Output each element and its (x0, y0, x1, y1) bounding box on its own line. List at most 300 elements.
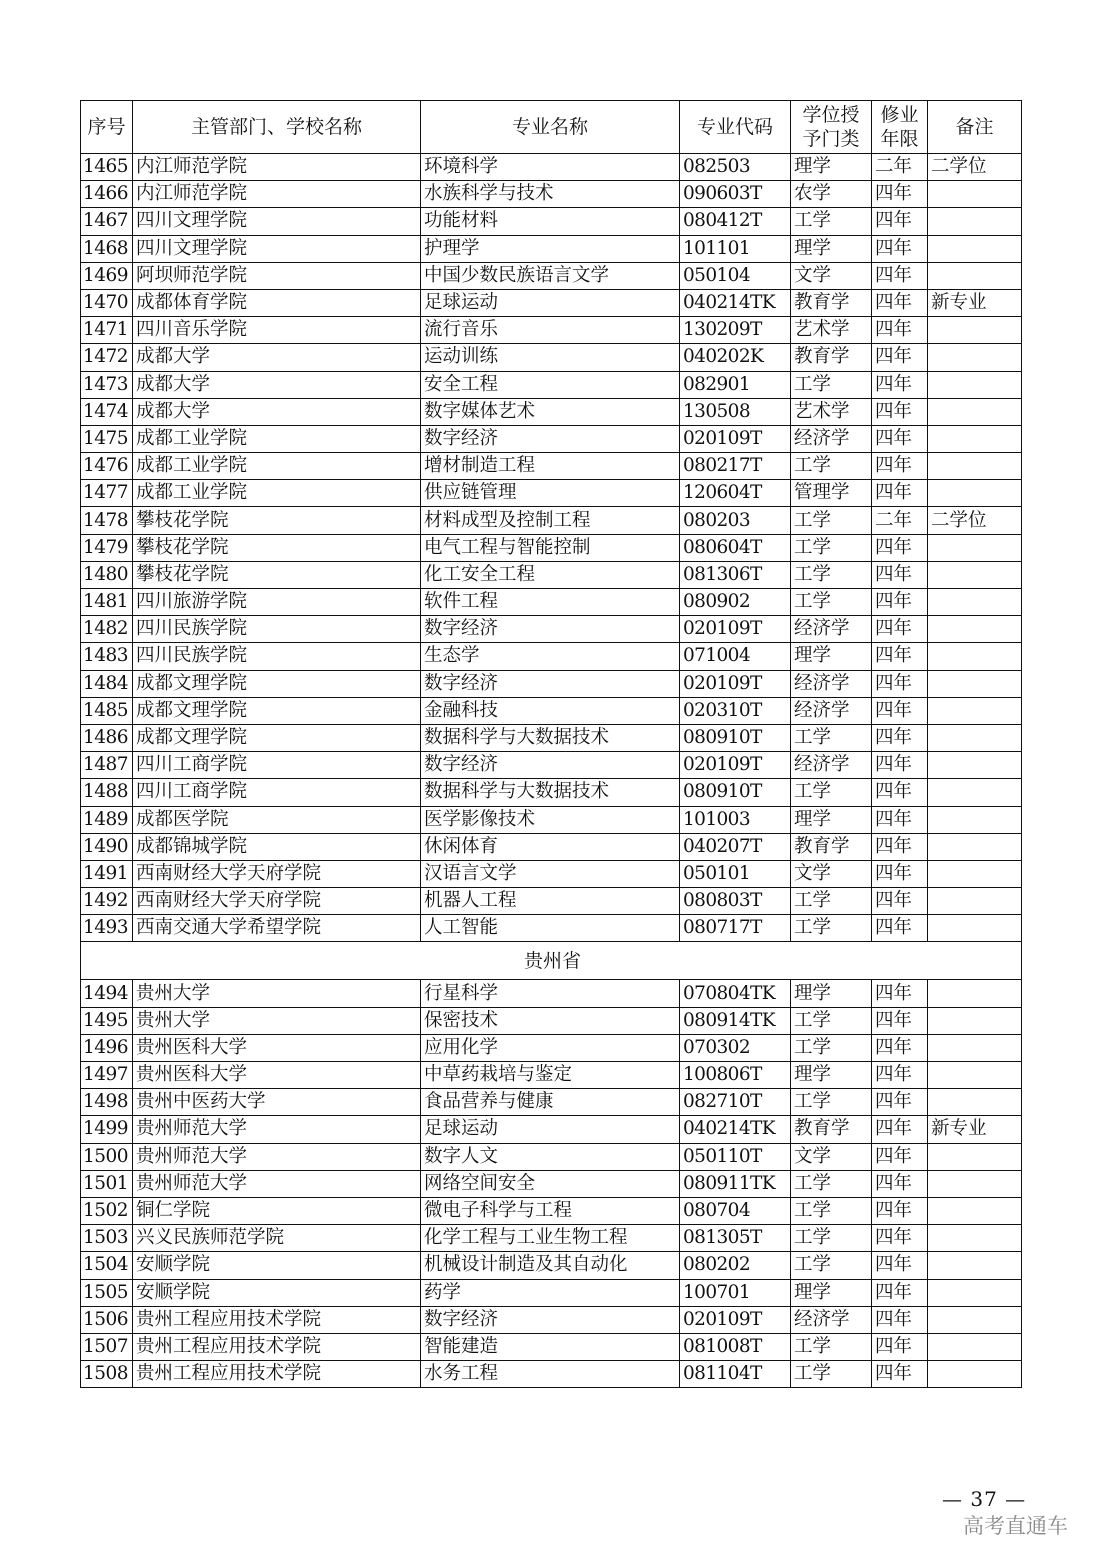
table-row (81, 1361, 1022, 1388)
cell-code: 082901 (680, 371, 791, 398)
cell-major: 运动训练 (421, 344, 680, 371)
cell-code: 070302 (680, 1034, 791, 1061)
cell-major: 生态学 (421, 643, 680, 670)
cell-degree: 工学 (791, 1007, 872, 1034)
cell-school: 成都工业学院 (133, 425, 421, 452)
cell-degree: 教育学 (791, 833, 872, 860)
cell-major: 智能建造 (421, 1333, 680, 1360)
cell-years: 四年 (872, 480, 928, 507)
cell-years: 二年 (872, 154, 928, 181)
table-row (81, 888, 1022, 915)
table-row (81, 860, 1022, 887)
cell-major: 应用化学 (421, 1034, 680, 1061)
cell-code: 101003 (680, 806, 791, 833)
cell-code: 040207T (680, 833, 791, 860)
cell-years: 四年 (872, 561, 928, 588)
cell-school: 西南交通大学希望学院 (133, 915, 421, 942)
cell-notes (928, 1306, 1022, 1333)
table-row (81, 1062, 1022, 1089)
table-row (81, 181, 1022, 208)
cell-school: 四川工商学院 (133, 779, 421, 806)
cell-years: 四年 (872, 1279, 928, 1306)
cell-major: 增材制造工程 (421, 453, 680, 480)
cell-school: 贵州医科大学 (133, 1062, 421, 1089)
cell-notes (928, 1361, 1022, 1388)
cell-notes: 新专业 (928, 1116, 1022, 1143)
cell-degree: 理学 (791, 1279, 872, 1306)
cell-years: 四年 (872, 833, 928, 860)
cell-index: 1492 (81, 888, 133, 915)
cell-years: 四年 (872, 643, 928, 670)
cell-notes (928, 980, 1022, 1007)
cell-code: 100701 (680, 1279, 791, 1306)
cell-degree: 理学 (791, 235, 872, 262)
cell-major: 材料成型及控制工程 (421, 507, 680, 534)
cell-notes: 新专业 (928, 289, 1022, 316)
table-row (81, 534, 1022, 561)
cell-code: 020109T (680, 670, 791, 697)
cell-school: 内江师范学院 (133, 154, 421, 181)
cell-code: 050110T (680, 1143, 791, 1170)
cell-notes (928, 1170, 1022, 1197)
cell-degree: 经济学 (791, 616, 872, 643)
cell-school: 贵州工程应用技术学院 (133, 1306, 421, 1333)
cell-notes (928, 480, 1022, 507)
table-row (81, 208, 1022, 235)
cell-school: 成都大学 (133, 344, 421, 371)
cell-index: 1469 (81, 262, 133, 289)
table-row (81, 507, 1022, 534)
cell-school: 攀枝花学院 (133, 561, 421, 588)
table-row (81, 806, 1022, 833)
cell-school: 攀枝花学院 (133, 534, 421, 561)
cell-major: 休闲体育 (421, 833, 680, 860)
cell-years: 四年 (872, 616, 928, 643)
cell-years: 四年 (872, 1116, 928, 1143)
cell-school: 西南财经大学天府学院 (133, 888, 421, 915)
cell-index: 1476 (81, 453, 133, 480)
cell-years: 四年 (872, 371, 928, 398)
cell-index: 1506 (81, 1306, 133, 1333)
cell-code: 070804TK (680, 980, 791, 1007)
cell-index: 1500 (81, 1143, 133, 1170)
cell-index: 1493 (81, 915, 133, 942)
cell-school: 成都锦城学院 (133, 833, 421, 860)
cell-major: 功能材料 (421, 208, 680, 235)
cell-notes (928, 1034, 1022, 1061)
majors-table (80, 100, 1022, 1388)
cell-degree: 经济学 (791, 425, 872, 452)
cell-years: 四年 (872, 724, 928, 751)
cell-index: 1482 (81, 616, 133, 643)
cell-code: 081104T (680, 1361, 791, 1388)
cell-code: 130508 (680, 398, 791, 425)
table-row (81, 1143, 1022, 1170)
cell-years: 四年 (872, 289, 928, 316)
cell-degree: 理学 (791, 980, 872, 1007)
cell-school: 内江师范学院 (133, 181, 421, 208)
table-row (81, 1007, 1022, 1034)
cell-school: 铜仁学院 (133, 1197, 421, 1224)
cell-years: 四年 (872, 1170, 928, 1197)
cell-major: 数据科学与大数据技术 (421, 779, 680, 806)
cell-degree: 文学 (791, 1143, 872, 1170)
cell-degree: 工学 (791, 561, 872, 588)
cell-index: 1470 (81, 289, 133, 316)
cell-notes (928, 1143, 1022, 1170)
table-row (81, 1170, 1022, 1197)
cell-years: 二年 (872, 507, 928, 534)
cell-major: 数字媒体艺术 (421, 398, 680, 425)
cell-major: 数字经济 (421, 616, 680, 643)
cell-notes (928, 534, 1022, 561)
cell-index: 1474 (81, 398, 133, 425)
cell-school: 四川音乐学院 (133, 317, 421, 344)
cell-degree: 经济学 (791, 1306, 872, 1333)
cell-index: 1497 (81, 1062, 133, 1089)
header-major: 专业名称 (421, 101, 680, 154)
cell-index: 1466 (81, 181, 133, 208)
cell-school: 西南财经大学天府学院 (133, 860, 421, 887)
cell-index: 1484 (81, 670, 133, 697)
cell-degree: 农学 (791, 181, 872, 208)
cell-index: 1478 (81, 507, 133, 534)
cell-degree: 工学 (791, 589, 872, 616)
cell-major: 化工安全工程 (421, 561, 680, 588)
cell-degree: 工学 (791, 507, 872, 534)
header-degree-line2: 予门类 (802, 128, 860, 150)
table-row (81, 1225, 1022, 1252)
cell-degree: 艺术学 (791, 317, 872, 344)
province-row (81, 942, 1022, 980)
cell-school: 成都工业学院 (133, 480, 421, 507)
cell-notes (928, 752, 1022, 779)
table-row (81, 915, 1022, 942)
cell-degree: 工学 (791, 1170, 872, 1197)
cell-notes (928, 371, 1022, 398)
cell-years: 四年 (872, 453, 928, 480)
table-row (81, 1116, 1022, 1143)
cell-degree: 教育学 (791, 1116, 872, 1143)
cell-school: 攀枝花学院 (133, 507, 421, 534)
cell-school: 贵州大学 (133, 980, 421, 1007)
cell-notes (928, 888, 1022, 915)
cell-index: 1502 (81, 1197, 133, 1224)
cell-index: 1481 (81, 589, 133, 616)
table-row (81, 724, 1022, 751)
cell-index: 1479 (81, 534, 133, 561)
cell-major: 医学影像技术 (421, 806, 680, 833)
cell-degree: 理学 (791, 643, 872, 670)
cell-code: 020310T (680, 697, 791, 724)
cell-notes (928, 181, 1022, 208)
table-row (81, 344, 1022, 371)
table-row (81, 1333, 1022, 1360)
cell-code: 080902 (680, 589, 791, 616)
table-row (81, 616, 1022, 643)
cell-major: 足球运动 (421, 289, 680, 316)
cell-notes (928, 779, 1022, 806)
cell-degree: 理学 (791, 1062, 872, 1089)
cell-years: 四年 (872, 915, 928, 942)
cell-code: 050101 (680, 860, 791, 887)
cell-school: 成都体育学院 (133, 289, 421, 316)
cell-degree: 工学 (791, 724, 872, 751)
cell-degree: 经济学 (791, 752, 872, 779)
cell-degree: 文学 (791, 262, 872, 289)
cell-years: 四年 (872, 980, 928, 1007)
cell-code: 100806T (680, 1062, 791, 1089)
cell-degree: 工学 (791, 453, 872, 480)
cell-code: 080910T (680, 724, 791, 751)
cell-index: 1471 (81, 317, 133, 344)
header-school: 主管部门、学校名称 (133, 101, 421, 154)
cell-code: 080217T (680, 453, 791, 480)
cell-degree: 工学 (791, 779, 872, 806)
cell-years: 四年 (872, 1034, 928, 1061)
cell-code: 082710T (680, 1089, 791, 1116)
cell-school: 贵州大学 (133, 1007, 421, 1034)
cell-code: 040202K (680, 344, 791, 371)
cell-major: 数字人文 (421, 1143, 680, 1170)
cell-degree: 工学 (791, 534, 872, 561)
cell-major: 药学 (421, 1279, 680, 1306)
cell-major: 数字经济 (421, 670, 680, 697)
cell-school: 贵州工程应用技术学院 (133, 1333, 421, 1360)
cell-notes (928, 670, 1022, 697)
cell-notes (928, 1197, 1022, 1224)
cell-code: 090603T (680, 181, 791, 208)
cell-years: 四年 (872, 1361, 928, 1388)
cell-index: 1494 (81, 980, 133, 1007)
cell-major: 微电子科学与工程 (421, 1197, 680, 1224)
cell-code: 080203 (680, 507, 791, 534)
cell-notes (928, 860, 1022, 887)
cell-major: 供应链管理 (421, 480, 680, 507)
cell-index: 1496 (81, 1034, 133, 1061)
cell-degree: 工学 (791, 1252, 872, 1279)
cell-degree: 教育学 (791, 289, 872, 316)
cell-major: 网络空间安全 (421, 1170, 680, 1197)
cell-years: 四年 (872, 888, 928, 915)
cell-major: 机械设计制造及其自动化 (421, 1252, 680, 1279)
cell-code: 081008T (680, 1333, 791, 1360)
cell-code: 020109T (680, 752, 791, 779)
table-row (81, 1089, 1022, 1116)
cell-years: 四年 (872, 1007, 928, 1034)
cell-years: 四年 (872, 1089, 928, 1116)
cell-degree: 工学 (791, 1333, 872, 1360)
header-years: 修业年限 (872, 101, 928, 154)
cell-school: 四川民族学院 (133, 616, 421, 643)
cell-school: 成都文理学院 (133, 697, 421, 724)
cell-school: 四川文理学院 (133, 235, 421, 262)
cell-years: 四年 (872, 1062, 928, 1089)
province-heading: 贵州省 (81, 942, 1022, 980)
cell-years: 四年 (872, 589, 928, 616)
cell-major: 汉语言文学 (421, 860, 680, 887)
cell-notes (928, 1007, 1022, 1034)
table-row (81, 398, 1022, 425)
table-row (81, 262, 1022, 289)
cell-index: 1477 (81, 480, 133, 507)
cell-major: 机器人工程 (421, 888, 680, 915)
table-row (81, 371, 1022, 398)
cell-degree: 工学 (791, 888, 872, 915)
cell-code: 082503 (680, 154, 791, 181)
header-index: 序号 (81, 101, 133, 154)
cell-notes (928, 915, 1022, 942)
cell-index: 1504 (81, 1252, 133, 1279)
cell-code: 080914TK (680, 1007, 791, 1034)
cell-school: 贵州师范大学 (133, 1143, 421, 1170)
cell-code: 080704 (680, 1197, 791, 1224)
cell-degree: 工学 (791, 1034, 872, 1061)
cell-code: 040214TK (680, 289, 791, 316)
cell-index: 1465 (81, 154, 133, 181)
cell-notes (928, 425, 1022, 452)
table-row (81, 1197, 1022, 1224)
cell-degree: 经济学 (791, 670, 872, 697)
table-row (81, 697, 1022, 724)
cell-school: 安顺学院 (133, 1252, 421, 1279)
table-row (81, 752, 1022, 779)
cell-years: 四年 (872, 425, 928, 452)
cell-school: 成都医学院 (133, 806, 421, 833)
cell-years: 四年 (872, 208, 928, 235)
cell-notes: 二学位 (928, 507, 1022, 534)
cell-degree: 工学 (791, 915, 872, 942)
cell-major: 保密技术 (421, 1007, 680, 1034)
cell-school: 阿坝师范学院 (133, 262, 421, 289)
cell-notes (928, 235, 1022, 262)
cell-years: 四年 (872, 806, 928, 833)
cell-notes (928, 724, 1022, 751)
cell-years: 四年 (872, 262, 928, 289)
cell-notes (928, 398, 1022, 425)
cell-code: 080911TK (680, 1170, 791, 1197)
cell-degree: 理学 (791, 154, 872, 181)
cell-major: 食品营养与健康 (421, 1089, 680, 1116)
cell-degree: 工学 (791, 1225, 872, 1252)
cell-degree: 经济学 (791, 697, 872, 724)
cell-major: 中草药栽培与鉴定 (421, 1062, 680, 1089)
cell-degree: 理学 (791, 806, 872, 833)
cell-notes (928, 1252, 1022, 1279)
cell-years: 四年 (872, 1252, 928, 1279)
cell-code: 080412T (680, 208, 791, 235)
cell-code: 020109T (680, 1306, 791, 1333)
cell-index: 1483 (81, 643, 133, 670)
cell-school: 四川文理学院 (133, 208, 421, 235)
cell-index: 1490 (81, 833, 133, 860)
cell-code: 080202 (680, 1252, 791, 1279)
cell-index: 1495 (81, 1007, 133, 1034)
cell-notes (928, 1225, 1022, 1252)
cell-notes: 二学位 (928, 154, 1022, 181)
cell-degree: 文学 (791, 860, 872, 887)
cell-code: 081305T (680, 1225, 791, 1252)
cell-years: 四年 (872, 398, 928, 425)
table-row (81, 154, 1022, 181)
cell-index: 1468 (81, 235, 133, 262)
cell-major: 流行音乐 (421, 317, 680, 344)
cell-years: 四年 (872, 697, 928, 724)
cell-index: 1498 (81, 1089, 133, 1116)
cell-index: 1491 (81, 860, 133, 887)
cell-degree: 工学 (791, 1089, 872, 1116)
cell-major: 中国少数民族语言文学 (421, 262, 680, 289)
cell-years: 四年 (872, 860, 928, 887)
cell-years: 四年 (872, 1225, 928, 1252)
cell-school: 贵州师范大学 (133, 1116, 421, 1143)
header-degree (791, 101, 872, 154)
cell-notes (928, 697, 1022, 724)
cell-school: 贵州医科大学 (133, 1034, 421, 1061)
cell-major: 数据科学与大数据技术 (421, 724, 680, 751)
table-row (81, 670, 1022, 697)
cell-major: 金融科技 (421, 697, 680, 724)
cell-index: 1486 (81, 724, 133, 751)
table-row (81, 1252, 1022, 1279)
cell-code: 080803T (680, 888, 791, 915)
cell-degree: 工学 (791, 371, 872, 398)
cell-years: 四年 (872, 235, 928, 262)
header-degree-line1: 学位授 (802, 104, 860, 126)
cell-code: 120604T (680, 480, 791, 507)
cell-major: 行星科学 (421, 980, 680, 1007)
cell-index: 1505 (81, 1279, 133, 1306)
table-row (81, 589, 1022, 616)
cell-code: 020109T (680, 425, 791, 452)
cell-school: 成都工业学院 (133, 453, 421, 480)
cell-notes (928, 616, 1022, 643)
cell-degree: 教育学 (791, 344, 872, 371)
cell-years: 四年 (872, 181, 928, 208)
cell-years: 四年 (872, 317, 928, 344)
cell-major: 环境科学 (421, 154, 680, 181)
cell-code: 080910T (680, 779, 791, 806)
cell-major: 数字经济 (421, 1306, 680, 1333)
header-notes: 备注 (928, 101, 1022, 154)
cell-notes (928, 589, 1022, 616)
cell-index: 1503 (81, 1225, 133, 1252)
table-row (81, 779, 1022, 806)
cell-degree: 艺术学 (791, 398, 872, 425)
cell-major: 数字经济 (421, 425, 680, 452)
cell-code: 101101 (680, 235, 791, 262)
cell-school: 贵州中医药大学 (133, 1089, 421, 1116)
cell-years: 四年 (872, 1333, 928, 1360)
cell-notes (928, 806, 1022, 833)
cell-index: 1501 (81, 1170, 133, 1197)
cell-degree: 工学 (791, 1197, 872, 1224)
cell-index: 1489 (81, 806, 133, 833)
cell-school: 贵州工程应用技术学院 (133, 1361, 421, 1388)
cell-school: 四川旅游学院 (133, 589, 421, 616)
table-row (81, 1306, 1022, 1333)
table-row (81, 425, 1022, 452)
cell-years: 四年 (872, 779, 928, 806)
cell-index: 1488 (81, 779, 133, 806)
cell-notes (928, 643, 1022, 670)
cell-index: 1508 (81, 1361, 133, 1388)
cell-years: 四年 (872, 344, 928, 371)
table-row (81, 289, 1022, 316)
table-row (81, 480, 1022, 507)
table-row (81, 453, 1022, 480)
page-number: — 37 — (942, 1487, 1027, 1511)
